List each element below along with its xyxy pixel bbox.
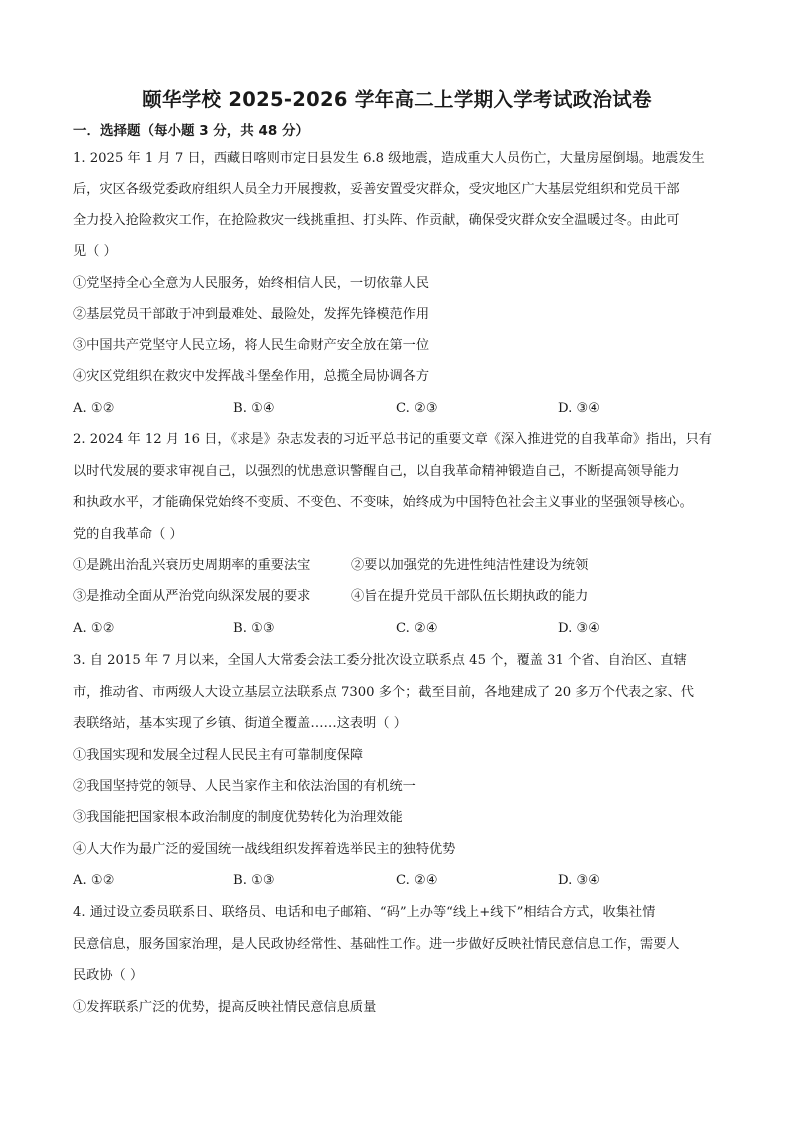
- q1-stem-line-2: 后，灾区各级党委政府组织人员全力开展搜救，妥善安置受灾群众，受灾地区广大基层党组织和党员干部: [73, 182, 680, 197]
- q2-stem-line-2: 以时代发展的要求审视自己，以强烈的忧患意识警醒自己，以自我革命精神锻造自己，不断提高领导能力: [73, 464, 680, 479]
- q2-stem-line-3: 和执政水平，才能确保党始终不变质、不变色、不变味，始终成为中国特色社会主义事业的坚强领导核心。: [73, 495, 693, 510]
- q3-option-d[interactable]: D. ③④: [558, 873, 601, 888]
- q1-option-b[interactable]: B. ①④: [233, 401, 275, 416]
- q2-statement-1: ①是跳出治乱兴衰历史周期率的重要法宝: [73, 558, 311, 573]
- q1-statement-4: ④灾区党组织在救灾中发挥战斗堡垒作用，总揽全局协调各方: [73, 369, 430, 384]
- q2-option-a[interactable]: A. ①②: [73, 621, 115, 636]
- q1-option-c[interactable]: C. ②③: [396, 401, 438, 416]
- q3-option-b[interactable]: B. ①③: [233, 873, 275, 888]
- q1-statement-2: ②基层党员干部敢于冲到最难处、最险处，发挥先锋模范作用: [73, 307, 430, 322]
- q1-option-a[interactable]: A. ①②: [73, 401, 115, 416]
- q3-statement-3: ③我国能把国家根本政治制度的制度优势转化为治理效能: [73, 810, 403, 825]
- q1-stem-line-3: 全力投入抢险救灾工作，在抢险救灾一线挑重担、打头阵、作贡献，确保受灾群众安全温暖过冬。由此可: [73, 213, 680, 228]
- q2-statement-3: ③是推动全面从严治党向纵深发展的要求: [73, 589, 311, 604]
- q4-stem-line-1: 4. 通过设立委员联系日、联络员、电话和电子邮箱、“码”上办等“线上+线下”相结合方式，收集社情: [73, 905, 656, 920]
- q3-stem-line-1: 3. 自 2015 年 7 月以来，全国人大常委会法工委分批次设立联系点 45 个，覆盖 31 个省、自治区、直辖: [73, 653, 687, 668]
- q3-statement-2: ②我国坚持党的领导、人民当家作主和依法治国的有机统一: [73, 779, 416, 794]
- q1-option-d[interactable]: D. ③④: [558, 401, 601, 416]
- q2-option-c[interactable]: C. ②④: [396, 621, 438, 636]
- q4-statement-1: ①发挥联系广泛的优势，提高反映社情民意信息质量: [73, 1000, 377, 1015]
- q1-statement-1: ①党坚持全心全意为人民服务，始终相信人民，一切依靠人民: [73, 276, 430, 291]
- q3-statement-4: ④人大作为最广泛的爱国统一战线组织发挥着选举民主的独特优势: [73, 842, 456, 857]
- q3-option-a[interactable]: A. ①②: [73, 873, 115, 888]
- q3-stem-line-3: 表联络站，基本实现了乡镇、街道全覆盖……这表明（ ）: [73, 716, 407, 731]
- q2-stem-line-4: 党的自我革命（ ）: [73, 527, 183, 542]
- q2-stem-line-1: 2. 2024 年 12 月 16 日，《求是》杂志发表的习近平总书记的重要文章《深入推进党的自我革命》指出，只有: [73, 432, 712, 447]
- exam-title: 颐华学校 2025-2026 学年高二上学期入学考试政治试卷: [142, 88, 652, 111]
- q1-options: [73, 400, 723, 418]
- q3-stem-line-2: 市，推动省、市两级人大设立基层立法联系点 7300 多个；截至目前，各地建成了 20 多万个代表之家、代: [73, 685, 694, 700]
- section-heading: 一．选择题（每小题 3 分，共 48 分）: [73, 123, 309, 139]
- q2-statement-4: ④旨在提升党员干部队伍长期执政的能力: [351, 589, 589, 604]
- q3-statement-1: ①我国实现和发展全过程人民民主有可靠制度保障: [73, 748, 364, 763]
- q2-statement-2: ②要以加强党的先进性纯洁性建设为统领: [351, 558, 589, 573]
- q2-options: [73, 620, 723, 638]
- q4-stem-line-2: 民意信息，服务国家治理，是人民政协经常性、基础性工作。进一步做好反映社情民意信息工作，需要人: [73, 937, 680, 952]
- q2-option-d[interactable]: D. ③④: [558, 621, 601, 636]
- q1-stem-line-1: 1. 2025 年 1 月 7 日，西藏日喀则市定日县发生 6.8 级地震，造成重大人员伤亡，大量房屋倒塌。地震发生: [73, 151, 705, 166]
- q3-option-c[interactable]: C. ②④: [396, 873, 438, 888]
- q1-statement-3: ③中国共产党坚守人民立场，将人民生命财产安全放在第一位: [73, 338, 430, 353]
- q4-stem-line-3: 民政协（ ）: [73, 968, 144, 983]
- q1-stem-line-4: 见（ ）: [73, 244, 117, 259]
- q3-options: [73, 872, 723, 890]
- q2-option-b[interactable]: B. ①③: [233, 621, 275, 636]
